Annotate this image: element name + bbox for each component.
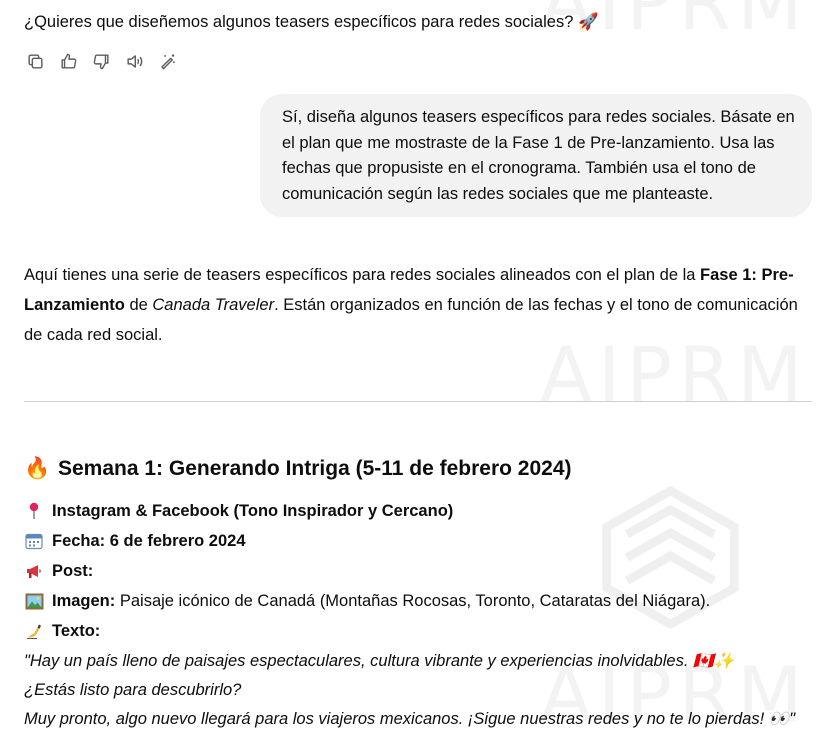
intro-paragraph-line xyxy=(24,290,798,320)
framed-picture-icon xyxy=(24,591,44,611)
week-heading xyxy=(24,456,572,481)
user-message-line: comunicación según las redes sociales que me planteaste. xyxy=(282,184,714,203)
text-label: Texto: xyxy=(52,622,101,640)
user-message-bubble xyxy=(260,94,812,217)
post-text-line: ¿Estás listo para descubrirlo? xyxy=(24,681,242,699)
network-label: Instagram & Facebook (Tono Inspirador y Cercano) xyxy=(52,502,454,520)
post-text-line: Muy pronto, algo nuevo llegará para los viajeros mexicanos. ¡Sigue nuestras redes y no te lo pierdas! 👀" xyxy=(24,710,796,728)
calendar-icon xyxy=(24,531,44,551)
pushpin-icon xyxy=(24,501,44,521)
week-title: Semana 1: Generando Intriga (5-11 de febrero 2024) xyxy=(58,456,572,480)
fire-icon: 🔥 xyxy=(24,456,51,480)
image-row xyxy=(24,588,710,614)
aiprm-watermark xyxy=(540,330,809,419)
thumbs-up-icon xyxy=(59,52,78,71)
magic-wand-icon xyxy=(158,52,177,71)
intro-paragraph-line xyxy=(24,320,163,350)
speaker-icon xyxy=(125,52,144,71)
copy-icon xyxy=(26,52,45,71)
phase-name: Fase 1: Pre- xyxy=(700,266,794,284)
read-aloud-button[interactable] xyxy=(123,50,145,72)
message-actions-toolbar xyxy=(24,50,178,72)
copy-button[interactable] xyxy=(24,50,46,72)
post-label: Post: xyxy=(52,562,94,580)
brand-name: Canada Traveler xyxy=(152,296,275,314)
intro-text: . Están organizados en función de las fechas y el tono de comunicación xyxy=(274,296,798,314)
network-row xyxy=(24,498,453,524)
intro-text: de cada red social. xyxy=(24,326,163,344)
good-response-button[interactable] xyxy=(57,50,79,72)
text-label-row xyxy=(24,618,100,644)
edit-in-canvas-button[interactable] xyxy=(156,50,178,72)
bad-response-button[interactable] xyxy=(90,50,112,72)
phase-name: Lanzamiento xyxy=(24,296,125,314)
intro-text: Aquí tienes una serie de teasers específicos para redes sociales alineados con el plan de la xyxy=(24,266,701,284)
section-divider xyxy=(24,401,812,402)
user-message-line: fechas que propusiste en el cronograma. También usa el tono de xyxy=(282,159,756,177)
image-label: Imagen: xyxy=(52,592,116,610)
intro-paragraph-line xyxy=(24,260,794,290)
date-row xyxy=(24,528,246,554)
image-description: Paisaje icónico de Canadá (Montañas Rocosas, Toronto, Cataratas del Niágara). xyxy=(115,592,711,610)
post-text-line: "Hay un país lleno de paisajes espectaculares, cultura vibrante y experiencias inolvidables. 🇨🇦✨ xyxy=(24,652,735,670)
post-label-row xyxy=(24,558,93,584)
intro-text: de xyxy=(124,296,153,314)
thumbs-down-icon xyxy=(92,52,111,71)
writing-hand-icon xyxy=(24,621,44,641)
user-message-line: el plan que me mostraste de la Fase 1 de Pre-lanzamiento. Usa las xyxy=(282,133,775,152)
megaphone-icon xyxy=(24,561,44,581)
post-date: Fecha: 6 de febrero 2024 xyxy=(52,532,246,550)
user-message-line: Sí, diseña algunos teasers específicos para redes sociales. Básate en xyxy=(282,108,795,126)
assistant-followup-question: ¿Quieres que diseñemos algunos teasers específicos para redes sociales? 🚀 xyxy=(24,13,599,31)
